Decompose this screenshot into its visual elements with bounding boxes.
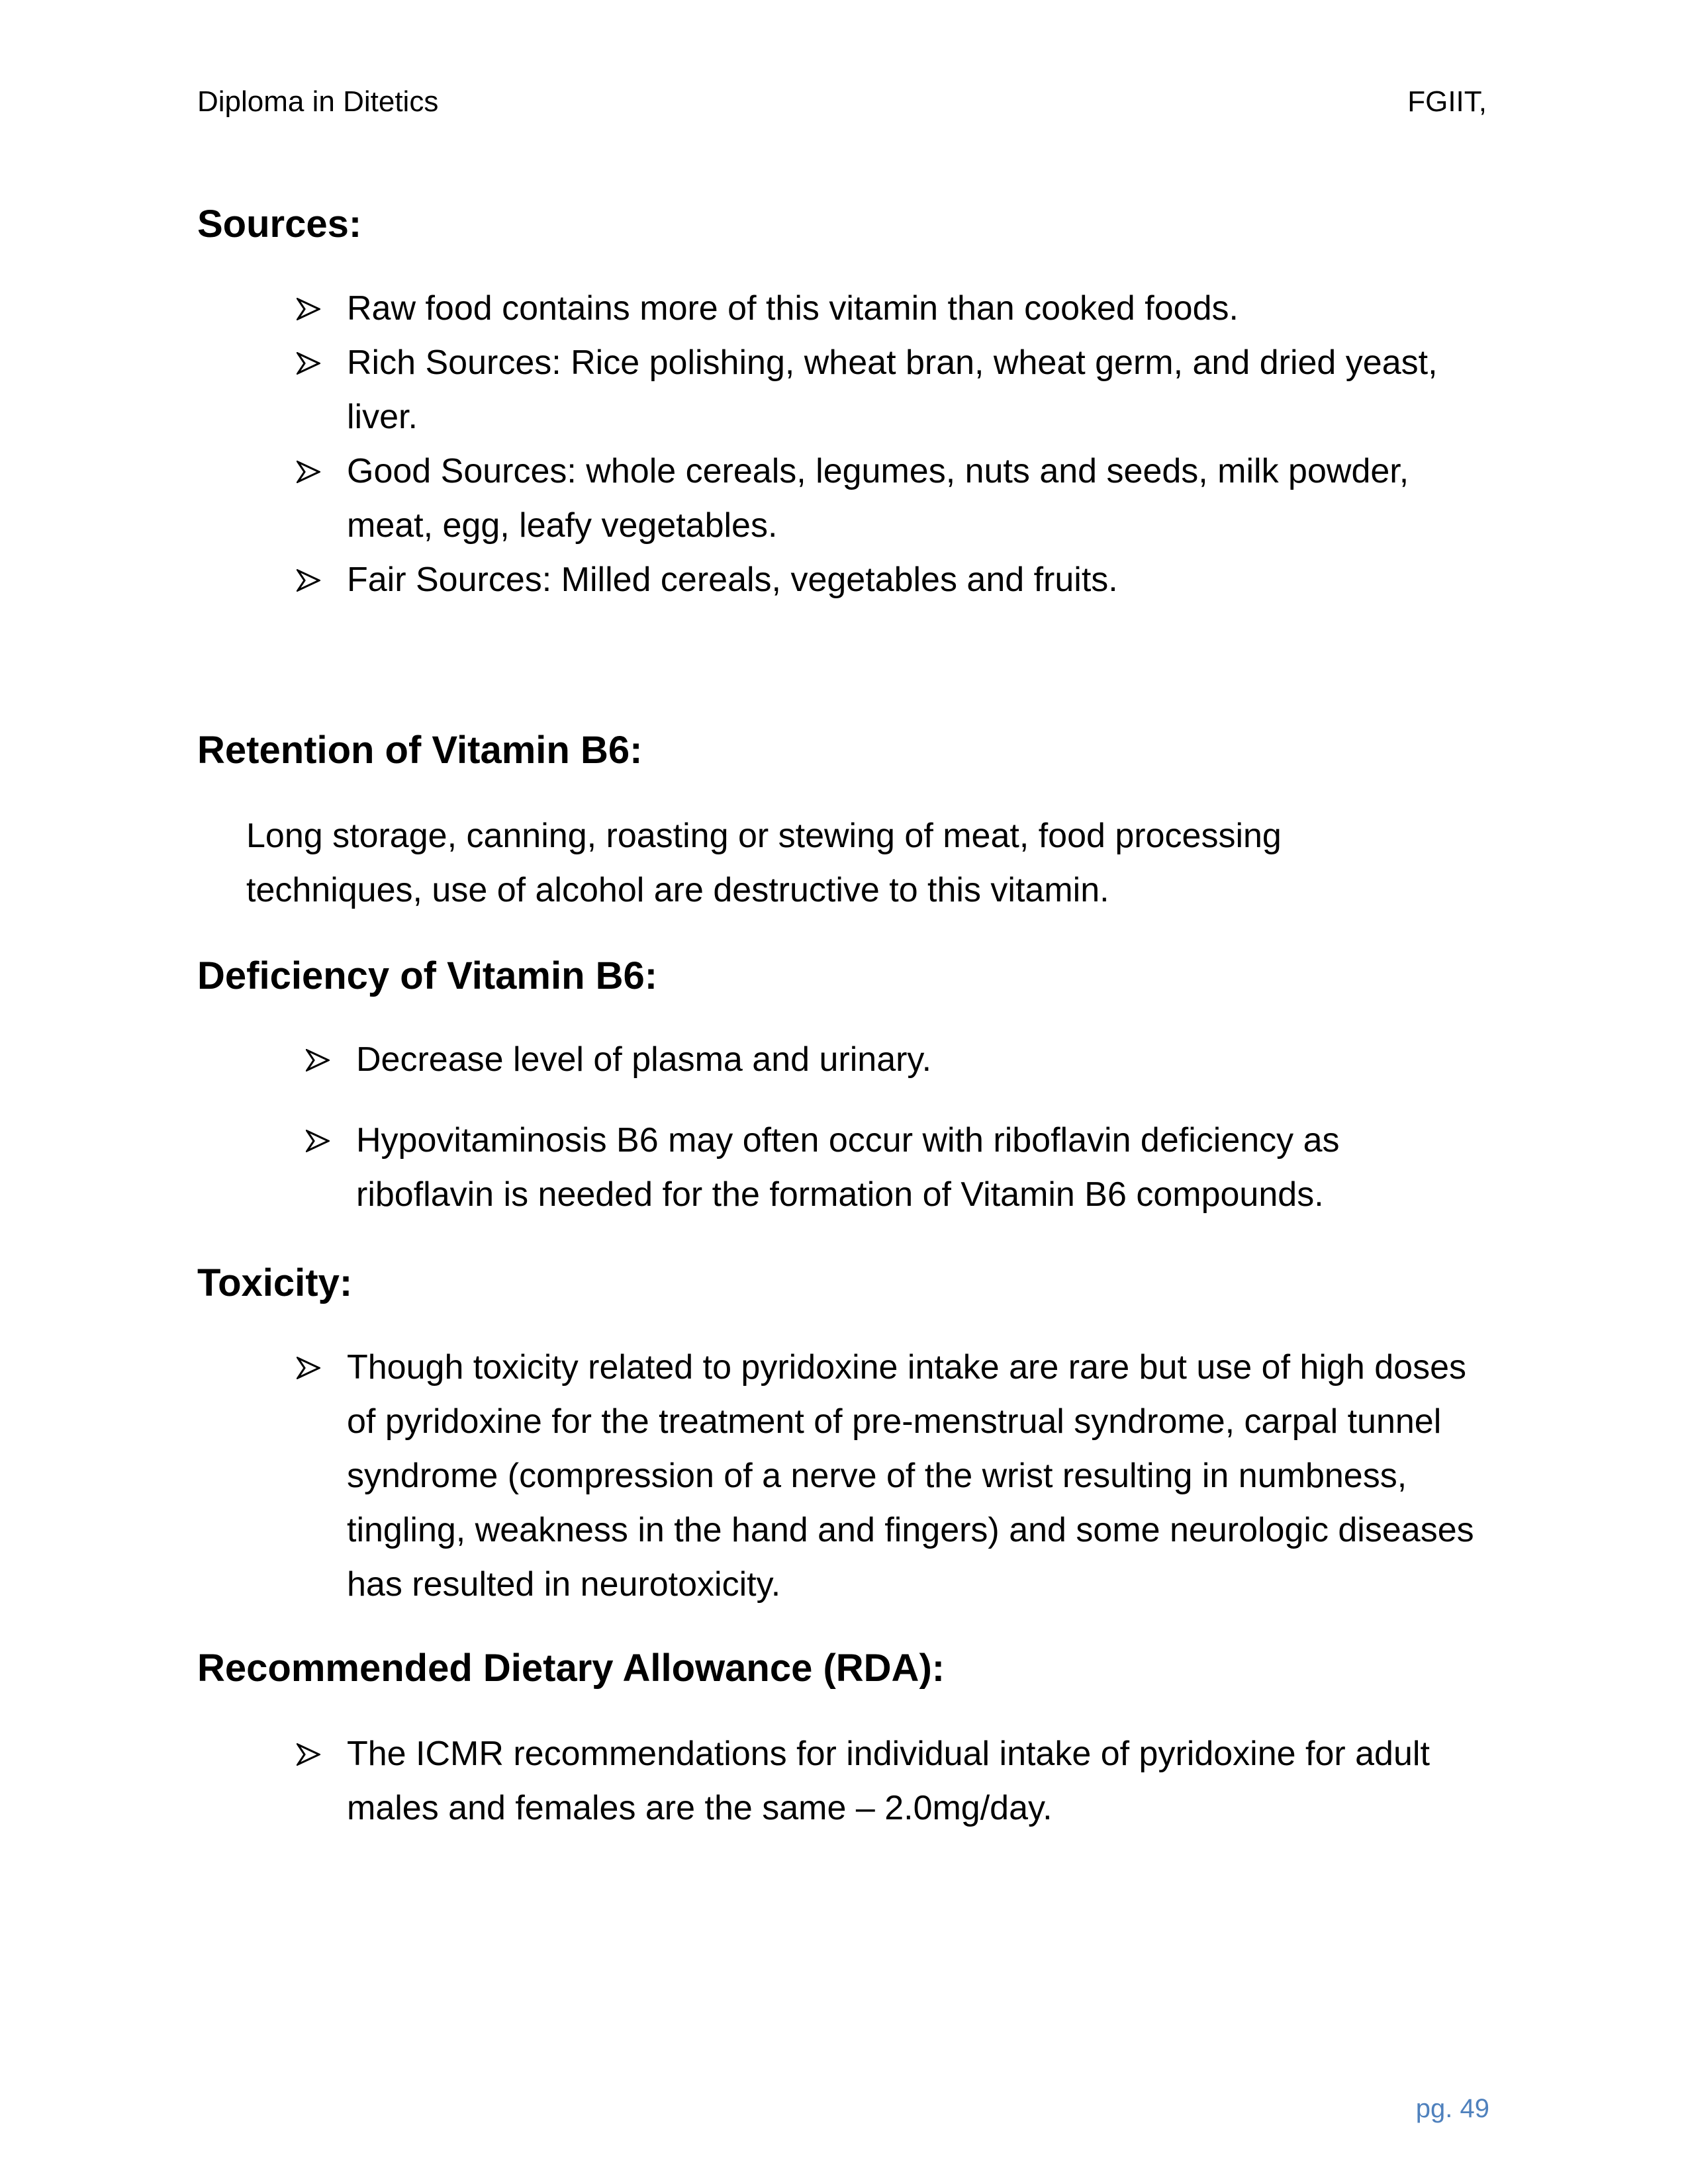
retention-heading: Retention of Vitamin B6: bbox=[197, 729, 643, 772]
list-item-text: Decrease level of plasma and urinary. bbox=[356, 1040, 932, 1079]
arrowhead-bullet-icon bbox=[297, 461, 320, 483]
list-item bbox=[297, 1340, 1501, 1612]
header-institute: FGIIT, bbox=[1407, 85, 1487, 118]
list-item bbox=[297, 281, 1501, 336]
arrowhead-bullet-icon bbox=[297, 1357, 320, 1379]
list-item-text: Rich Sources: Rice polishing, wheat bran, wheat germ, and dried yeast, liver. bbox=[347, 343, 1438, 436]
arrowhead-bullet-icon bbox=[306, 1049, 330, 1071]
list-item-text: Hypovitaminosis B6 may often occur with riboflavin deficiency as riboflavin is needed for the formation of Vitamin B6 compounds. bbox=[356, 1121, 1340, 1214]
list-item-text: The ICMR recommendations for individual intake of pyridoxine for adult males and females are the same – 2.0mg/day. bbox=[347, 1735, 1430, 1827]
arrowhead-bullet-icon bbox=[297, 352, 320, 375]
header-title: Diploma in Ditetics bbox=[197, 85, 439, 118]
rda-list bbox=[297, 1727, 1501, 1835]
list-item-text: Good Sources: whole cereals, legumes, nuts and seeds, milk powder, meat, egg, leafy vegetables. bbox=[347, 452, 1409, 545]
deficiency-heading: Deficiency of Vitamin B6: bbox=[197, 954, 658, 997]
page-number: pg. 49 bbox=[1415, 2094, 1489, 2123]
sources-heading: Sources: bbox=[197, 203, 362, 246]
toxicity-heading: Toxicity: bbox=[197, 1261, 353, 1304]
list-item bbox=[306, 1032, 1471, 1087]
list-item-text: Raw food contains more of this vitamin than cooked foods. bbox=[347, 289, 1239, 328]
arrowhead-bullet-icon bbox=[297, 569, 320, 592]
arrowhead-bullet-icon bbox=[306, 1130, 330, 1152]
list-item-text: Though toxicity related to pyridoxine intake are rare but use of high doses of pyridoxine for the treatment of pre-menstrual syndrome, carpal tunnel syndrome (compression of a nerve of the wrist resulting in numbness, tingling, weakness in the hand and fingers) and some neurologic diseases has resulted in neurotoxicity. bbox=[347, 1348, 1474, 1604]
list-item bbox=[306, 1113, 1471, 1222]
list-item-text: Fair Sources: Milled cereals, vegetables and fruits. bbox=[347, 561, 1118, 599]
rda-heading: Recommended Dietary Allowance (RDA): bbox=[197, 1647, 945, 1690]
list-item bbox=[297, 553, 1501, 607]
arrowhead-bullet-icon bbox=[297, 1743, 320, 1766]
sources-list bbox=[297, 281, 1501, 607]
list-item bbox=[297, 444, 1501, 553]
deficiency-list bbox=[306, 1032, 1471, 1222]
list-item bbox=[297, 1727, 1501, 1835]
list-item bbox=[297, 336, 1501, 444]
retention-paragraph: Long storage, canning, roasting or stewing of meat, food processing techniques, use of alcohol are destructive to this vitamin. bbox=[246, 817, 1282, 909]
arrowhead-bullet-icon bbox=[297, 298, 320, 320]
toxicity-list bbox=[297, 1340, 1501, 1612]
